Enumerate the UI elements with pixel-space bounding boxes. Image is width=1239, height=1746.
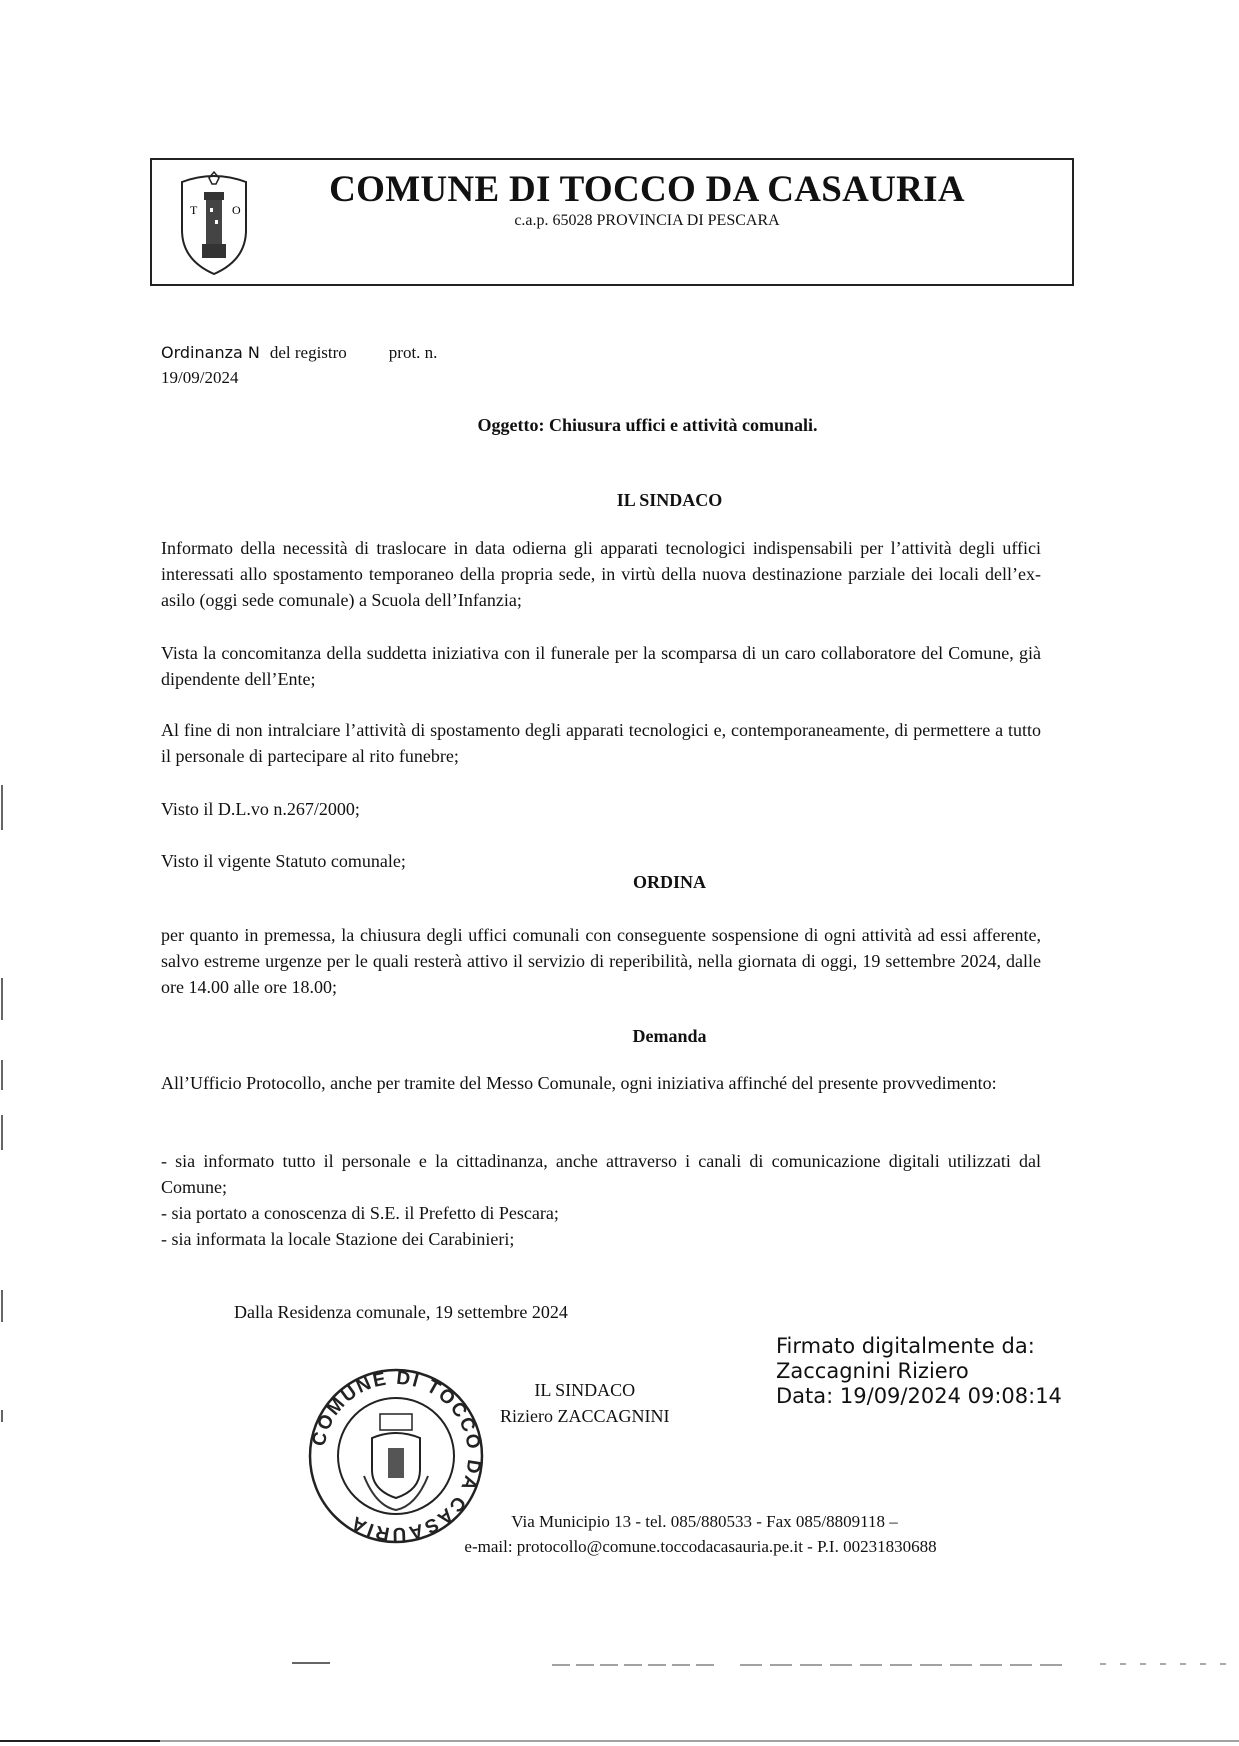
subject-line: Oggetto: Chiusura uffici e attività comunali. bbox=[477, 415, 818, 435]
ordinance-reference bbox=[161, 340, 437, 390]
paragraph-informato: Informato della necessità di traslocare in data odierna gli apparati tecnologici indispensabili per l’attività degli uffici interessati allo spostamento temporaneo della propria sede, in virtù della nuova destinazione parziale dei locali dell’ex-asilo (oggi sede comunale) a Scuola dell’Infanzia; bbox=[161, 538, 1041, 610]
digital-signature-line: Firmato digitalmente da: bbox=[776, 1334, 1035, 1358]
paragraph-statuto: Visto il vigente Statuto comunale; bbox=[161, 851, 406, 871]
paragraph-order: per quanto in premessa, la chiusura degli uffici comunali con conseguente sospensione di ogni attività ad essi afferente, salvo estreme urgenze per le quali resterà attivo il servizio di reperibilità, nella giornata di oggi, 19 settembre 2024, dalle ore 14.00 alle ore 18.00; bbox=[161, 925, 1041, 997]
paragraph-vista: Vista la concomitanza della suddetta iniziativa con il funerale per la scomparsa di un caro collaboratore del Comune, già dipendente dell’Ente; bbox=[161, 643, 1041, 689]
paragraph-ufficio-protocollo: All’Ufficio Protocollo, anche per tramite del Messo Comunale, ogni iniziativa affinché del presente provvedimento: bbox=[161, 1073, 997, 1093]
mayor-title: IL SINDACO bbox=[534, 1380, 636, 1400]
digital-signature-signer: Zaccagnini Riziero bbox=[776, 1359, 969, 1383]
crest-letter-t: T bbox=[190, 203, 198, 217]
list-item: - sia informata la locale Stazione dei Carabinieri; bbox=[161, 1229, 515, 1249]
list-item: - sia portato a conoscenza di S.E. il Prefetto di Pescara; bbox=[161, 1203, 559, 1223]
municipality-subline: c.a.p. 65028 PROVINCIA DI PESCARA bbox=[514, 212, 780, 229]
digital-signature-note bbox=[776, 1334, 1062, 1409]
footer-contacts: e-mail: protocollo@comune.toccodacasauria.pe.it - P.I. 00231830688 bbox=[464, 1537, 937, 1556]
crest-letter-o: O bbox=[232, 203, 241, 217]
heading-demanda: Demanda bbox=[632, 1026, 707, 1046]
list-item: - sia informato tutto il personale e la cittadinanza, anche attraverso i canali di comunicazione digitali utilizzati dal Comune; bbox=[161, 1151, 1041, 1197]
municipality-name: COMUNE DI TOCCO DA CASAURIA bbox=[329, 169, 965, 210]
heading-ordina: ORDINA bbox=[632, 872, 706, 892]
directives-list bbox=[161, 1148, 1041, 1252]
letterhead bbox=[150, 158, 1074, 286]
paragraph-dlvo: Visto il D.L.vo n.267/2000; bbox=[161, 799, 360, 819]
paragraph-al-fine: Al fine di non intralciare l’attività di spostamento degli apparati tecnologici e, contemporaneamente, di permettere a tutto il personale di partecipare al rito funebre; bbox=[161, 720, 1041, 766]
protocol-label: prot. n. bbox=[388, 343, 438, 362]
place-and-date: Dalla Residenza comunale, 19 settembre 2024 bbox=[234, 1302, 568, 1322]
ordinance-number-label: Ordinanza N bbox=[161, 343, 260, 362]
digital-signature-date: Data: 19/09/2024 09:08:14 bbox=[776, 1384, 1062, 1408]
stamp-text: COMUNE DI TOCCO DA CASAURIA bbox=[308, 1367, 485, 1545]
footer-address: Via Municipio 13 - tel. 085/880533 - Fax 085/8809118 – bbox=[511, 1512, 898, 1531]
ordinance-date: 19/09/2024 bbox=[161, 368, 239, 387]
heading-il-sindaco: IL SINDACO bbox=[616, 490, 723, 510]
register-label: del registro bbox=[269, 343, 347, 362]
mayor-name: Riziero ZACCAGNINI bbox=[500, 1406, 670, 1426]
mayor-signature-block bbox=[500, 1377, 669, 1429]
